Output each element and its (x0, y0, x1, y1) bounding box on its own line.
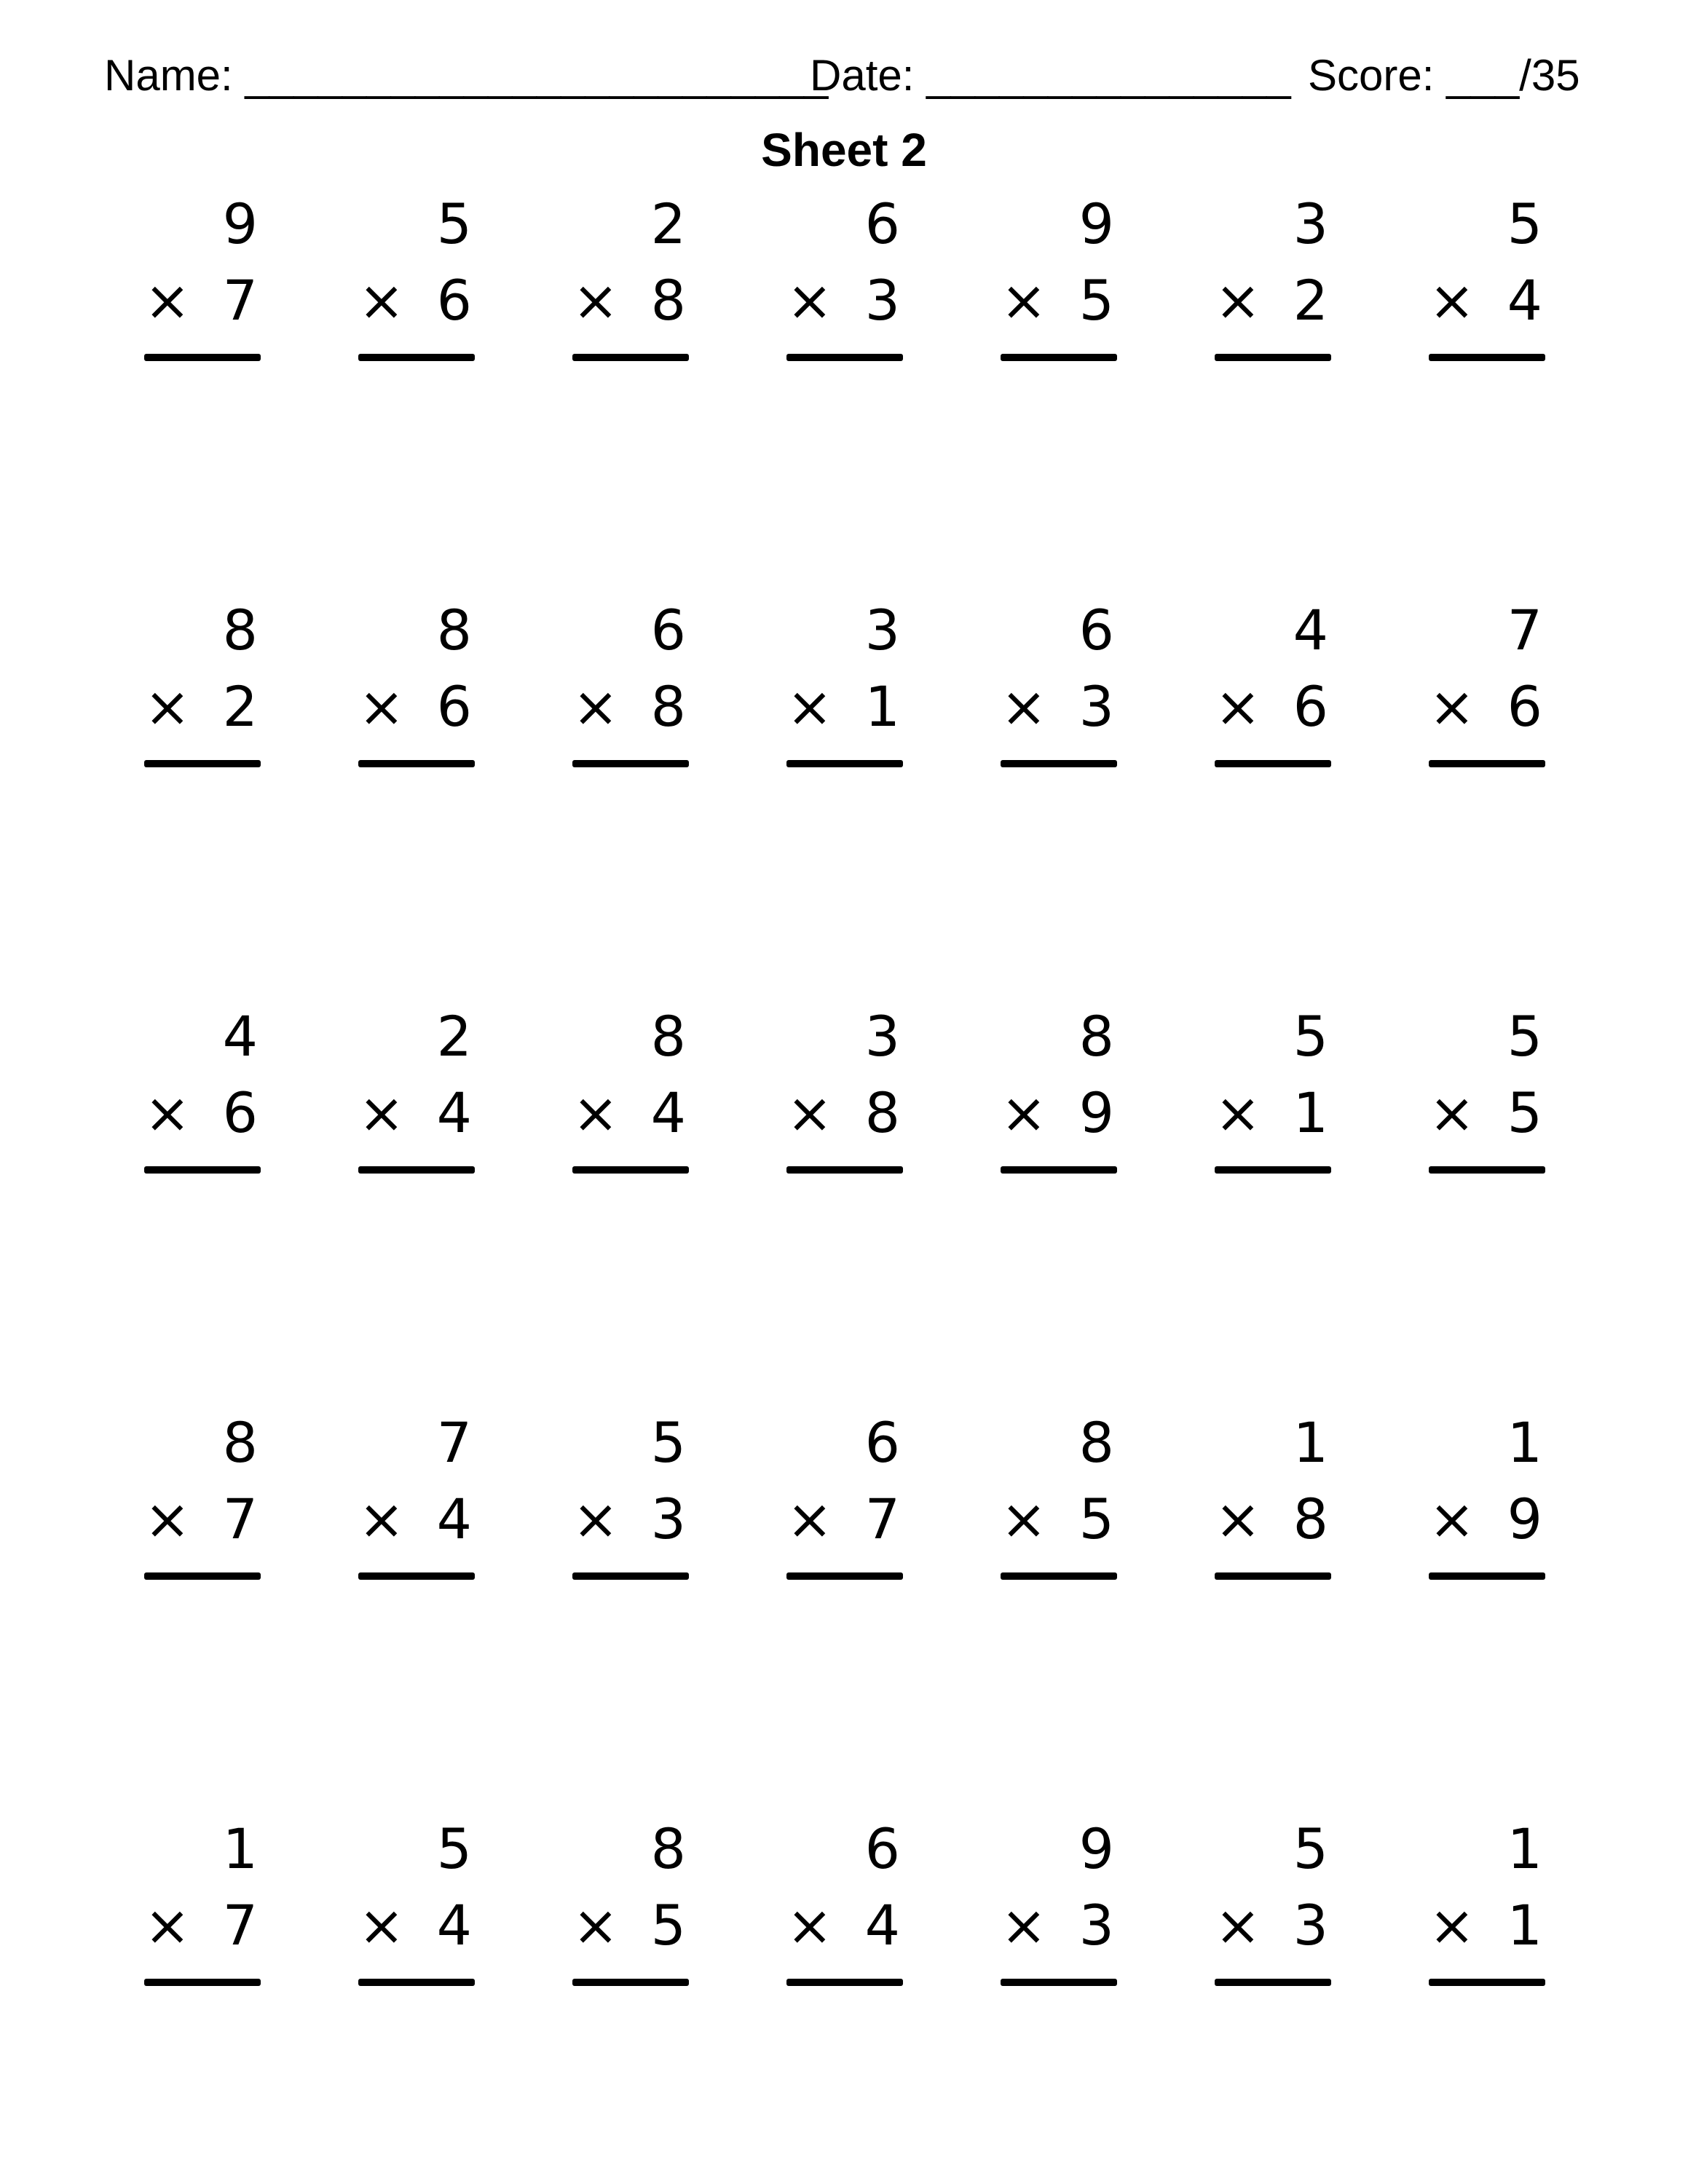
times-sign: × (1001, 268, 1047, 333)
multiplicand: 1 (222, 1816, 258, 1881)
multiplicand: 8 (436, 598, 472, 662)
answer-line (1215, 354, 1331, 361)
multiplication-problem (786, 188, 903, 363)
multiplier: 7 (222, 1487, 258, 1551)
multiplication-problem (1429, 1000, 1545, 1175)
multiplication-problem (572, 594, 689, 769)
multiplication-problem (358, 1813, 475, 1987)
multiplier: 3 (1078, 674, 1114, 739)
times-sign: × (1215, 268, 1261, 333)
multiplication-problem (1215, 188, 1331, 363)
times-sign: × (1429, 1487, 1475, 1551)
multiplication-problem (1215, 1813, 1331, 1987)
multiplication-problem (572, 188, 689, 363)
multiplier: 8 (864, 1080, 900, 1145)
answer-line (786, 760, 903, 767)
sheet-title: Sheet 2 (761, 124, 927, 176)
multiplicand: 6 (650, 598, 686, 662)
answer-line (1429, 1979, 1545, 1986)
multiplicand: 6 (864, 191, 900, 256)
multiplicand: 7 (1507, 598, 1542, 662)
multiplication-problem (1215, 1406, 1331, 1581)
name-field-label[interactable]: Name: ________________________ (104, 51, 829, 100)
multiplier: 3 (1078, 1893, 1114, 1958)
multiplicand: 1 (1293, 1410, 1328, 1475)
multiplier: 5 (1507, 1080, 1542, 1145)
multiplicand: 9 (1078, 1816, 1114, 1881)
times-sign: × (144, 1893, 191, 1958)
multiplicand: 8 (222, 1410, 258, 1475)
multiplier: 6 (1507, 674, 1542, 739)
multiplier: 6 (222, 1080, 258, 1145)
multiplication-problem (1001, 188, 1117, 363)
multiplier: 3 (1293, 1893, 1328, 1958)
multiplier: 3 (650, 1487, 686, 1551)
multiplicand: 1 (1507, 1410, 1542, 1475)
multiplicand: 3 (1293, 191, 1328, 256)
answer-line (144, 1572, 261, 1580)
multiplication-problem (786, 1813, 903, 1987)
multiplicand: 8 (222, 598, 258, 662)
multiplicand: 3 (864, 1004, 900, 1069)
multiplier: 7 (222, 268, 258, 333)
multiplication-problem (1001, 1406, 1117, 1581)
multiplicand: 8 (1078, 1410, 1114, 1475)
multiplication-problem (572, 1406, 689, 1581)
multiplicand: 8 (650, 1004, 686, 1069)
times-sign: × (572, 1080, 619, 1145)
multiplier: 2 (1293, 268, 1328, 333)
answer-line (144, 760, 261, 767)
multiplier: 5 (650, 1893, 686, 1958)
times-sign: × (572, 1487, 619, 1551)
multiplier: 8 (650, 268, 686, 333)
multiplication-problem (1001, 594, 1117, 769)
multiplier: 6 (436, 674, 472, 739)
multiplier: 3 (864, 268, 900, 333)
multiplication-problem (144, 188, 261, 363)
multiplicand: 5 (1507, 191, 1542, 256)
answer-line (358, 1572, 475, 1580)
multiplication-problem (572, 1000, 689, 1175)
multiplicand: 9 (1078, 191, 1114, 256)
multiplier: 7 (864, 1487, 900, 1551)
multiplication-problem (786, 594, 903, 769)
answer-line (144, 1979, 261, 1986)
multiplication-problem (1429, 594, 1545, 769)
times-sign: × (1215, 1080, 1261, 1145)
multiplier: 8 (1293, 1487, 1328, 1551)
answer-line (786, 1166, 903, 1174)
multiplication-problem (572, 1813, 689, 1987)
answer-line (1001, 354, 1117, 361)
multiplicand: 6 (864, 1410, 900, 1475)
multiplicand: 5 (1293, 1816, 1328, 1881)
multiplication-problem (144, 1813, 261, 1987)
multiplication-problem (144, 1000, 261, 1175)
multiplication-problem (1429, 1406, 1545, 1581)
answer-line (572, 1166, 689, 1174)
times-sign: × (786, 1487, 833, 1551)
multiplicand: 5 (436, 1816, 472, 1881)
multiplier: 4 (1507, 268, 1542, 333)
multiplicand: 2 (650, 191, 686, 256)
answer-line (358, 1979, 475, 1986)
answer-line (786, 1572, 903, 1580)
answer-line (572, 1979, 689, 1986)
multiplier: 7 (222, 1893, 258, 1958)
answer-line (1429, 354, 1545, 361)
multiplier: 1 (1507, 1893, 1542, 1958)
answer-line (358, 354, 475, 361)
times-sign: × (572, 268, 619, 333)
times-sign: × (358, 1893, 405, 1958)
answer-line (144, 354, 261, 361)
times-sign: × (358, 674, 405, 739)
multiplier: 1 (864, 674, 900, 739)
answer-line (786, 1979, 903, 1986)
answer-line (1001, 760, 1117, 767)
times-sign: × (144, 674, 191, 739)
times-sign: × (786, 674, 833, 739)
multiplier: 1 (1293, 1080, 1328, 1145)
times-sign: × (786, 1893, 833, 1958)
multiplicand: 1 (1507, 1816, 1542, 1881)
answer-line (572, 1572, 689, 1580)
times-sign: × (1001, 674, 1047, 739)
multiplicand: 2 (436, 1004, 472, 1069)
times-sign: × (786, 268, 833, 333)
times-sign: × (358, 1080, 405, 1145)
multiplicand: 4 (1293, 598, 1328, 662)
multiplication-problem (358, 1000, 475, 1175)
times-sign: × (144, 1487, 191, 1551)
multiplier: 8 (650, 674, 686, 739)
multiplicand: 7 (436, 1410, 472, 1475)
multiplication-problem (1429, 1813, 1545, 1987)
score-field-label: Score: ___/35 (1308, 51, 1580, 100)
answer-line (1429, 1166, 1545, 1174)
multiplier: 4 (436, 1080, 472, 1145)
multiplier: 2 (222, 674, 258, 739)
answer-line (1215, 1572, 1331, 1580)
multiplier: 6 (436, 268, 472, 333)
answer-line (1001, 1572, 1117, 1580)
multiplication-problem (358, 594, 475, 769)
answer-line (358, 1166, 475, 1174)
multiplicand: 8 (650, 1816, 686, 1881)
times-sign: × (1001, 1080, 1047, 1145)
multiplication-problem (1215, 1000, 1331, 1175)
multiplicand: 5 (436, 191, 472, 256)
multiplier: 6 (1293, 674, 1328, 739)
multiplication-problem (358, 188, 475, 363)
multiplier: 5 (1078, 268, 1114, 333)
answer-line (1215, 1979, 1331, 1986)
answer-line (786, 354, 903, 361)
multiplicand: 5 (1293, 1004, 1328, 1069)
multiplicand: 5 (1507, 1004, 1542, 1069)
multiplier: 4 (436, 1893, 472, 1958)
multiplication-problem (144, 594, 261, 769)
answer-line (572, 354, 689, 361)
times-sign: × (144, 1080, 191, 1145)
multiplication-problem (1429, 188, 1545, 363)
times-sign: × (1429, 268, 1475, 333)
times-sign: × (1215, 674, 1261, 739)
multiplication-problem (786, 1406, 903, 1581)
multiplier: 9 (1507, 1487, 1542, 1551)
multiplicand: 3 (864, 598, 900, 662)
multiplier: 4 (864, 1893, 900, 1958)
times-sign: × (1429, 1080, 1475, 1145)
multiplier: 4 (436, 1487, 472, 1551)
multiplication-problem (786, 1000, 903, 1175)
multiplicand: 6 (1078, 598, 1114, 662)
answer-line (1001, 1166, 1117, 1174)
times-sign: × (358, 268, 405, 333)
multiplier: 9 (1078, 1080, 1114, 1145)
multiplicand: 6 (864, 1816, 900, 1881)
times-sign: × (572, 1893, 619, 1958)
multiplier: 5 (1078, 1487, 1114, 1551)
answer-line (1001, 1979, 1117, 1986)
times-sign: × (572, 674, 619, 739)
times-sign: × (1001, 1487, 1047, 1551)
multiplicand: 9 (222, 191, 258, 256)
multiplication-problem (1215, 594, 1331, 769)
times-sign: × (1215, 1487, 1261, 1551)
multiplication-problem (144, 1406, 261, 1581)
answer-line (144, 1166, 261, 1174)
times-sign: × (144, 268, 191, 333)
answer-line (358, 760, 475, 767)
answer-line (1429, 1572, 1545, 1580)
multiplicand: 5 (650, 1410, 686, 1475)
times-sign: × (1215, 1893, 1261, 1958)
multiplication-problem (1001, 1000, 1117, 1175)
times-sign: × (1429, 1893, 1475, 1958)
answer-line (572, 760, 689, 767)
multiplicand: 4 (222, 1004, 258, 1069)
date-field-label[interactable]: Date: _______________ (810, 51, 1291, 100)
times-sign: × (1429, 674, 1475, 739)
times-sign: × (786, 1080, 833, 1145)
multiplier: 4 (650, 1080, 686, 1145)
multiplication-problem (1001, 1813, 1117, 1987)
times-sign: × (1001, 1893, 1047, 1958)
answer-line (1215, 1166, 1331, 1174)
times-sign: × (358, 1487, 405, 1551)
answer-line (1215, 760, 1331, 767)
multiplication-problem (358, 1406, 475, 1581)
multiplicand: 8 (1078, 1004, 1114, 1069)
answer-line (1429, 760, 1545, 767)
